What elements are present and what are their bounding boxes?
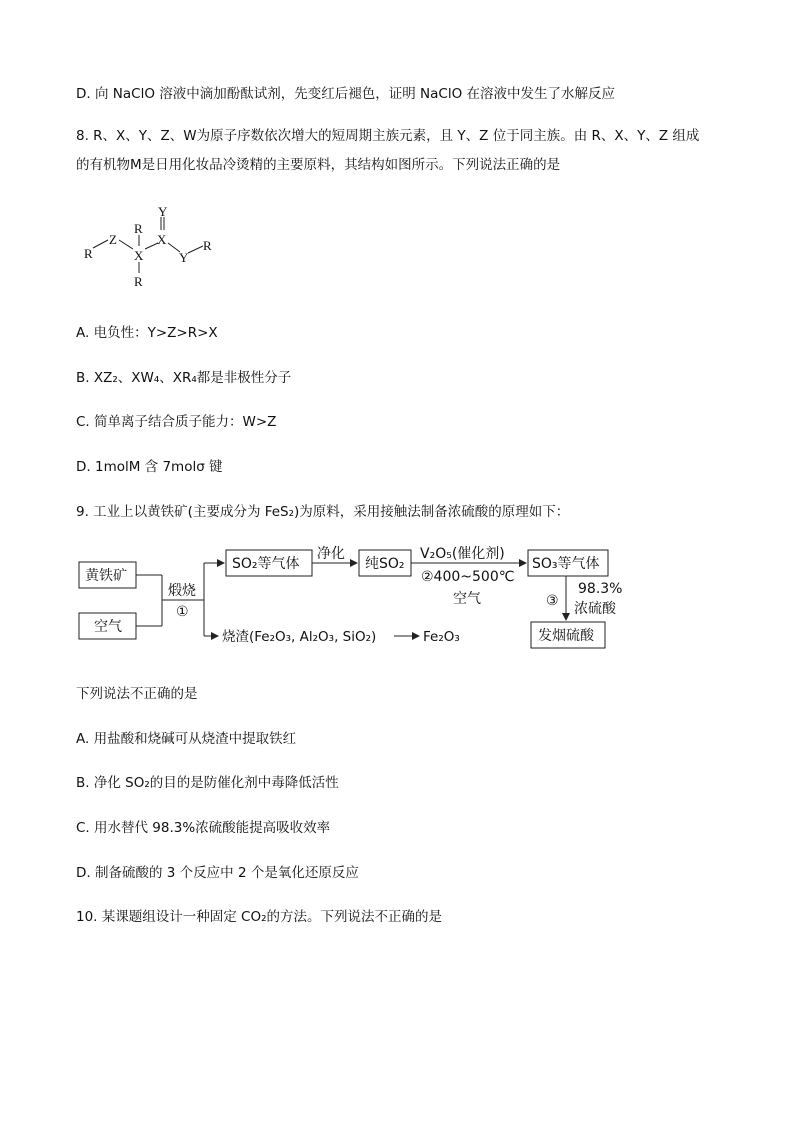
label-acid-conc: 98.3% [578, 581, 623, 597]
label-pyrite: 黄铁矿 [85, 568, 127, 584]
q9-question: 下列说法不正确的是 [76, 686, 198, 702]
q8-option-d: D. 1molM 含 7molσ 键 [76, 459, 223, 475]
label-so2-gas: SO₂等气体 [232, 556, 300, 572]
q9-flow-diagram [76, 540, 636, 665]
label-slag: 烧渣(Fe₂O₃, Al₂O₃, SiO₂) [222, 629, 377, 645]
label-air: 空气 [94, 619, 122, 635]
label-step1: ① [176, 604, 189, 620]
q8-option-a: A. 电负性：Y>Z>R>X [76, 325, 218, 341]
q10-stem: 10. 某课题组设计一种固定 CO₂的方法。下列说法不正确的是 [76, 909, 443, 925]
q8-option-b: B. XZ₂、XW₄、XR₄都是非极性分子 [76, 370, 292, 386]
q9-option-d: D. 制备硫酸的 3 个反应中 2 个是氧化还原反应 [76, 865, 359, 881]
atom-r-left: R [84, 246, 93, 261]
label-step2: ②400~500℃ [421, 569, 515, 585]
atom-x-right: X [157, 232, 167, 247]
atom-z: Z [109, 232, 117, 247]
label-acid-name: 浓硫酸 [574, 601, 616, 617]
q9-stem: 9. 工业上以黄铁矿(主要成分为 FeS₂)为原料，采用接触法制备浓硫酸的原理如下： [76, 504, 570, 520]
label-slag-product: Fe₂O₃ [423, 629, 460, 645]
q9-option-b: B. 净化 SO₂的目的是防催化剂中毒降低活性 [76, 775, 339, 791]
atom-r-bottom: R [134, 274, 143, 289]
atom-y-top: Y [158, 204, 168, 219]
q9-option-a: A. 用盐酸和烧碱可从烧渣中提取铁红 [76, 731, 297, 747]
label-pure-so2: 纯SO₂ [365, 556, 405, 572]
label-catalyst: V₂O₅(催化剂) [420, 546, 505, 562]
label-step3: ③ [546, 593, 559, 609]
label-purify: 净化 [317, 546, 345, 562]
label-air-2: 空气 [453, 591, 481, 607]
label-oleum: 发烟硫酸 [538, 628, 594, 644]
label-so3-gas: SO₃等气体 [532, 556, 600, 572]
q8-stem-line2: 的有机物M是日用化妆品冷烫精的主要原料，其结构如图所示。下列说法正确的是 [76, 157, 561, 173]
q7-option-d: D. 向 NaClO 溶液中滴加酚酞试剂，先变红后褪色，证明 NaClO 在溶液中发生了水解反应 [76, 86, 615, 102]
atom-r-top: R [134, 221, 143, 236]
q9-option-c: C. 用水替代 98.3%浓硫酸能提高吸收效率 [76, 820, 331, 836]
label-roasting: 煅烧 [168, 583, 196, 599]
atom-y-right: Y [179, 250, 189, 265]
q8-stem-line1: 8. R、X、Y、Z、W为原子序数依次增大的短周期主族元素，且 Y、Z 位于同主族。由 R、X、Y、Z 组成 [76, 128, 700, 144]
atom-x-left: X [134, 248, 144, 263]
atom-r-right: R [203, 238, 212, 253]
q8-stem [76, 122, 726, 180]
q8-option-c: C. 简单离子结合质子能力：W>Z [76, 414, 277, 430]
q8-structure-diagram [76, 200, 236, 295]
